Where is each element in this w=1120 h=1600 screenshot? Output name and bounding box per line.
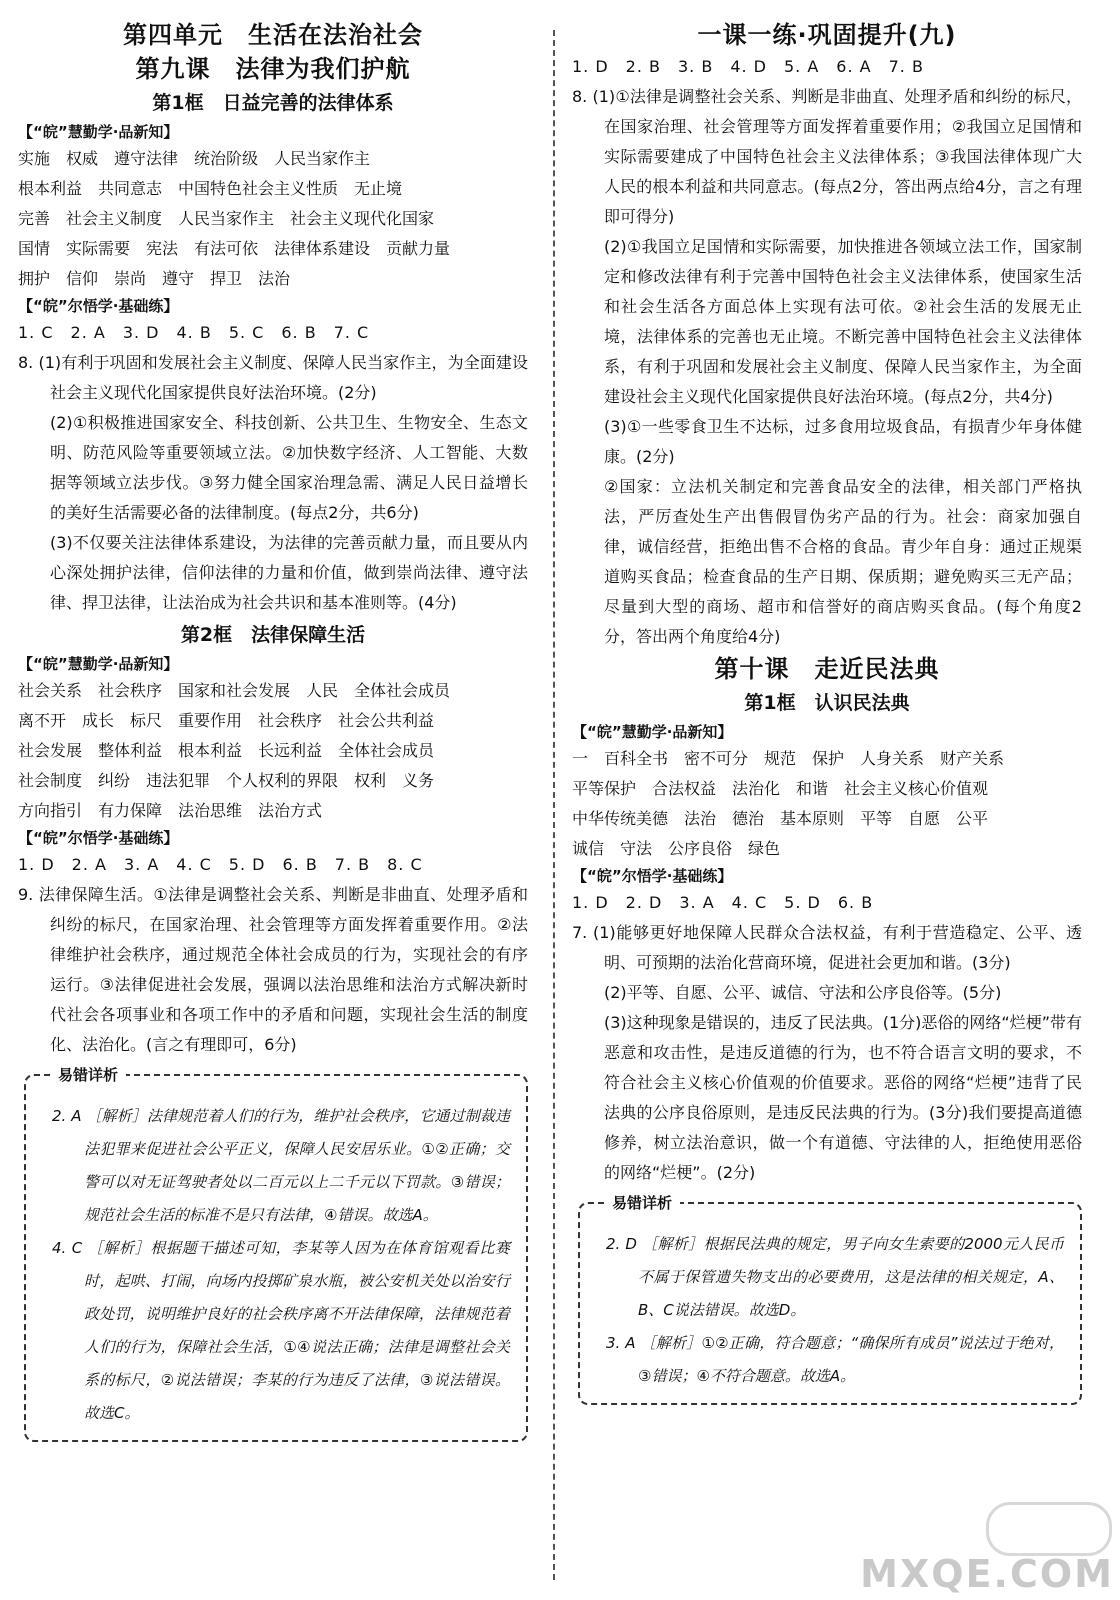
error-analysis-item: 2. D ［解析］根据民法典的规定，男子向女生索要的2000元人民币不属于保管遗失物支出的必要费用，这是法律的相关规定，A、B、C说法错误。故选D。 — [606, 1235, 1064, 1319]
answer-paragraph: ②国家：立法机关制定和完善食品安全的法律，相关部门严格执法，严厉查处生产出售假冒伪劣产品的行为。社会：商家加强自律，诚信经营，拒绝出售不合格的食品。青少年自身：通过正规渠道购买食品；检查食品的生产日期、保质期；避免购买三无产品；尽量到大型的商场、超市和信誉好的商店购买食品。(每个角度2分，答出两个角度给4分) — [604, 477, 1082, 646]
keyword-line: 拥护 信仰 崇尚 遵守 捍卫 法治 — [18, 269, 291, 288]
frame2-title: 第2框 法律保障生活 — [180, 624, 366, 646]
keyword-line: 中华传统美德 法治 德治 基本原则 平等 自愿 公平 — [572, 809, 989, 828]
lesson10-frame1-title: 第1框 认识民法典 — [744, 692, 910, 714]
keyword-line: 实施 权威 遵守法律 统治阶级 人民当家作主 — [18, 149, 371, 168]
answer-paragraph: 8. (1)有利于巩固和发展社会主义制度、保障人民当家作主，为全面建设社会主义现代化国家提供良好法治环境。(2分) — [18, 353, 528, 402]
error-analysis-box — [578, 1194, 1082, 1405]
keyword-line: 根本利益 共同意志 中国特色社会主义性质 无止境 — [18, 179, 403, 198]
error-analysis-item: 4. C ［解析］根据题干描述可知，李某等人因为在体育馆观看比赛时，起哄、打闹，向场内投掷矿泉水瓶，被公安机关处以治安行政处罚，说明维护良好的社会秩序离不开法律保障，法律规范着人们的行为，保障社会生活，①④说法正确；法律是调整社会关系的标尺，②说法错误；李某的行为违反了法律，③说法错误。故选C。 — [52, 1239, 510, 1422]
unit-title: 第四单元 生活在法治社会 — [123, 21, 423, 49]
keyword-list — [572, 744, 1082, 864]
error-analysis-box — [24, 1066, 528, 1442]
keyword-line: 社会制度 纠纷 违法犯罪 个人权利的界限 权利 义务 — [18, 771, 435, 790]
keyword-line: 国情 实际需要 宪法 有法可依 法律体系建设 贡献力量 — [18, 239, 451, 258]
error-analysis-title: 易错详析 — [50, 1064, 126, 1085]
error-analysis-item: 2. A ［解析］法律规范着人们的行为，维护社会秩序，它通过制裁违法犯罪来促进社会公平正义，保障人民安居乐业。①②正确；交警可以对无证驾驶者处以二百元以上二千元以下罚款。③错误；规范社会生活的标准不是只有法律，④错误。故选A。 — [52, 1107, 510, 1224]
answer-paragraph: (3)不仅要关注法律体系建设，为法律的完善贡献力量，而且要从内心深处拥护法律，信仰法律的力量和价值，做到崇尚法律、遵守法律、捍卫法律，让法治成为社会共识和基本准则等。(4分) — [50, 533, 528, 612]
answer-paragraph: (2)①我国立足国情和实际需要，加快推进各领域立法工作，国家制定和修改法律有利于完善中国特色社会主义法律体系，使国家生活和社会生活各方面总体上实现有法可依。②社会生活的发展无止境，法律体系的完善也无止境。不断完善中国特色社会主义法律体系，有利于巩固和发展社会主义制度、保障人民当家作主，为全面建设社会主义现代化国家提供良好法治环境。(每点2分，共4分) — [604, 237, 1082, 406]
watermark-logo-icon — [986, 1502, 1112, 1556]
section-heading: 【“皖”尔悟学·基础练】 — [572, 867, 733, 885]
lesson-title: 第九课 法律为我们护航 — [135, 55, 411, 83]
answer-line: 1. D 2. D 3. A 4. C 5. D 6. B — [572, 893, 874, 912]
answer-line: 1. D 2. A 3. A 4. C 5. D 6. B 7. B 8. C — [18, 855, 423, 874]
section-heading: 【“皖”尔悟学·基础练】 — [18, 297, 179, 315]
error-analysis-title: 易错详析 — [604, 1192, 680, 1213]
section-heading: 【“皖”慧勤学·品新知】 — [18, 123, 179, 141]
keyword-line: 一 百科全书 密不可分 规范 保护 人身关系 财产关系 — [572, 749, 1005, 768]
answer-paragraph: (2)平等、自愿、公平、诚信、守法和公序良俗等。(5分) — [604, 983, 1002, 1002]
answer-line: 1. D 2. B 3. B 4. D 5. A 6. A 7. B — [572, 57, 924, 76]
answer-paragraph: 7. (1)能够更好地保障人民群众合法权益，有利于营造稳定、公平、透明、可预期的法治化营商环境，促进社会更加和谐。(3分) — [572, 923, 1082, 972]
keyword-line: 社会发展 整体利益 根本利益 长远利益 全体社会成员 — [18, 741, 435, 760]
watermark: MXQE.COM — [860, 1552, 1114, 1596]
keyword-line: 社会关系 社会秩序 国家和社会发展 人民 全体社会成员 — [18, 681, 451, 700]
frame1-title: 第1框 日益完善的法律体系 — [152, 92, 394, 114]
section-heading: 【“皖”尔悟学·基础练】 — [18, 829, 179, 847]
keyword-list — [18, 144, 528, 294]
keyword-line: 完善 社会主义制度 人民当家作主 社会主义现代化国家 — [18, 209, 435, 228]
answer-line: 1. C 2. A 3. D 4. B 5. C 6. B 7. C — [18, 323, 370, 342]
keyword-line: 离不开 成长 标尺 重要作用 社会秩序 社会公共利益 — [18, 711, 435, 730]
right-column — [572, 18, 1082, 1405]
answer-paragraph: 9. 法律保障生活。①法律是调整社会关系、判断是非曲直、处理矛盾和纠纷的标尺，在国家治理、社会管理等方面发挥着重要作用。②法律维护社会秩序，通过规范全体社会成员的行为，实现社会的有序运行。③法律促进社会发展，强调以法治思维和法治方式解决新时代社会各项事业和各项工作中的矛盾和问题，实现社会生活的制度化、法治化。(言之有理即可，6分) — [18, 885, 528, 1054]
column-divider — [553, 30, 555, 1580]
section-heading: 【“皖”慧勤学·品新知】 — [18, 655, 179, 673]
answer-paragraph: (2)①积极推进国家安全、科技创新、公共卫生、生物安全、生态文明、防范风险等重要领域立法。②加快数字经济、人工智能、大数据等领域立法步伐。③努力健全国家治理急需、满足人民日益增长的美好生活需要必备的法律制度。(每点2分，共6分) — [50, 413, 528, 522]
answer-paragraph: (3)①一些零食卫生不达标，过多食用垃圾食品，有损青少年身体健康。(2分) — [604, 417, 1082, 466]
lesson10-title: 第十课 走近民法典 — [714, 655, 940, 683]
keyword-line: 诚信 守法 公序良俗 绿色 — [572, 839, 781, 858]
answer-paragraph: (3)这种现象是错误的，违反了民法典。(1分)恶俗的网络“烂梗”带有恶意和攻击性，是违反道德的行为，也不符合语言文明的要求，不符合社会主义核心价值观的价值要求。恶俗的网络“烂梗”违背了民法典的公序良俗原则，是违反民法典的行为。(3分)我们要提高道德修养，树立法治意识，做一个有道德、守法律的人，拒绝使用恶俗的网络“烂梗”。(2分) — [604, 1013, 1082, 1182]
exercise-title: 一课一练·巩固提升(九) — [697, 21, 957, 49]
left-column — [18, 18, 528, 1442]
error-analysis-item: 3. A ［解析］①②正确，符合题意；“确保所有成员”说法过于绝对，③错误；④不符合题意。故选A。 — [606, 1334, 1064, 1385]
keyword-line: 方向指引 有力保障 法治思维 法治方式 — [18, 801, 323, 820]
answer-paragraph: 8. (1)①法律是调整社会关系、判断是非曲直、处理矛盾和纠纷的标尺，在国家治理、社会管理等方面发挥着重要作用；②我国立足国情和实际需要建成了中国特色社会主义法律体系；③我国法律体现广大人民的根本利益和共同意志。(每点2分，答出两点给4分，言之有理即可得分) — [572, 87, 1082, 226]
keyword-line: 平等保护 合法权益 法治化 和谐 社会主义核心价值观 — [572, 779, 989, 798]
section-heading: 【“皖”慧勤学·品新知】 — [572, 723, 733, 741]
keyword-list — [18, 676, 528, 826]
